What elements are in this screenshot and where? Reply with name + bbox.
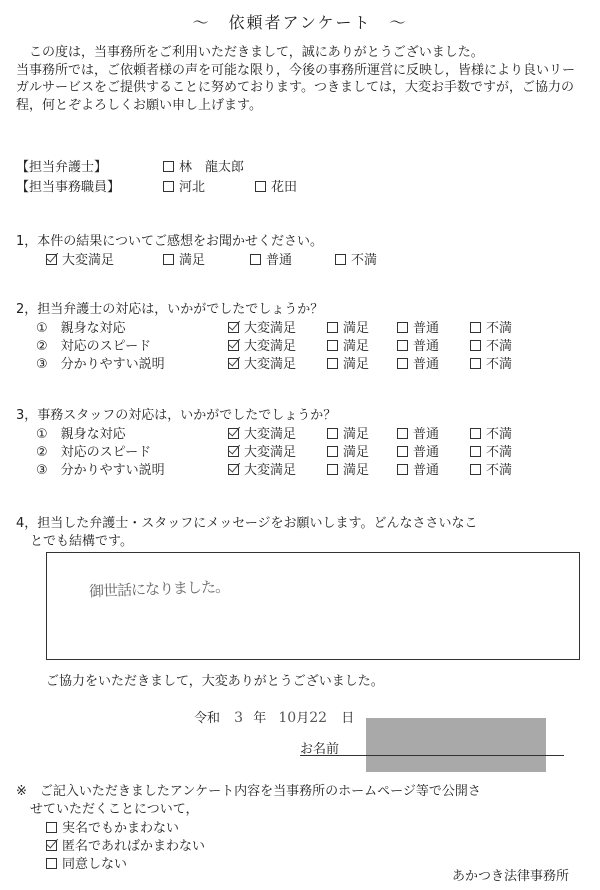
question-3: 3，事務スタッフの対応は，いかがでしたでしょうか？ [16,408,337,423]
option-label: 普通 [413,321,440,336]
option-label: 不満 [486,339,513,354]
option-label: 大変満足 [244,339,297,354]
question-4: 4，担当した弁護士・スタッフにメッセージをお願いします。どんなささいなこ [16,516,478,531]
option-label: 普通 [266,253,293,268]
option-label: 満足 [179,253,206,268]
publish-note: ※ ご記入いただきましたアンケート内容を当事務所のホームページ等で公開さ [16,784,481,799]
q1-option[interactable] [250,249,292,268]
checkbox[interactable] [327,446,338,457]
q2-option[interactable] [327,335,369,354]
q3-option[interactable] [327,441,369,460]
firm-name: あかつき法律事務所 [452,869,570,884]
checkbox[interactable] [228,322,239,333]
clerk-option-1[interactable] [163,176,205,195]
clerk-checkbox[interactable] [163,181,174,192]
checkbox[interactable] [470,428,481,439]
checkbox[interactable] [397,464,408,475]
q2-option[interactable] [397,317,439,336]
option-label: 大変満足 [62,253,115,268]
intro-paragraph-2: 当事務所では，ご依頼者様の声を可能な限り，今後の事務所運営に反映し，皆様により良いリーガルサービスをご提供することに努めております。つきましては，大変お手数ですが，ご協力の程，何とぞよろしくお願い申し上げます。 [16,62,576,113]
date-day: 22 [309,710,328,726]
q2-option[interactable] [397,353,439,372]
q2-item-label: ③ 分かりやすい説明 [36,357,165,372]
date-day-unit: 日 [341,711,355,726]
q3-option[interactable] [228,459,296,478]
publish-option[interactable] [46,853,127,872]
q2-option[interactable] [228,317,296,336]
publish-note-cont: せていただくことについて， [30,802,199,817]
option-label: 満足 [343,357,370,372]
q3-option[interactable] [397,441,439,460]
option-label: 実名でもかまわない [62,821,180,836]
q2-option[interactable] [327,353,369,372]
date-year-unit: 年 [253,711,267,726]
checkbox[interactable] [470,322,481,333]
q2-option[interactable] [397,335,439,354]
option-label: 普通 [413,357,440,372]
checkbox[interactable] [397,340,408,351]
name-redaction [366,718,546,772]
option-label: 不満 [486,427,513,442]
q3-option[interactable] [327,459,369,478]
q3-option[interactable] [397,459,439,478]
q2-item-label: ② 対応のスピード [36,339,152,354]
q3-item-label: ③ 分かりやすい説明 [36,463,165,478]
checkbox[interactable] [397,358,408,369]
option-label: 不満 [486,321,513,336]
option-label: 普通 [413,445,440,460]
name-label: お名前 [300,742,340,757]
checkbox[interactable] [46,840,57,851]
option-label: 満足 [343,463,370,478]
q3-option[interactable] [470,441,512,460]
q3-item-label: ① 親身な対応 [36,427,126,442]
checkbox[interactable] [228,428,239,439]
q1-option[interactable] [163,249,205,268]
option-label: 普通 [413,463,440,478]
option-label: 不満 [486,357,513,372]
option-label: 満足 [343,321,370,336]
checkbox[interactable] [228,446,239,457]
q3-option[interactable] [228,423,296,442]
message-text: 御世話になりました。 [88,577,230,601]
q2-option[interactable] [228,335,296,354]
clerk-name: 花田 [271,180,298,195]
clerk-checkbox[interactable] [255,181,266,192]
checkbox[interactable] [327,358,338,369]
checkbox[interactable] [397,322,408,333]
date-line [194,707,354,726]
option-label: 同意しない [62,857,128,872]
q3-option[interactable] [470,459,512,478]
publish-option[interactable] [46,835,205,854]
intro-text [16,44,586,114]
q3-option[interactable] [327,423,369,442]
date-year: 3 [234,710,244,726]
option-label: 不満 [351,253,378,268]
checkbox[interactable] [327,464,338,475]
q2-item-label: ① 親身な対応 [36,321,126,336]
checkbox[interactable] [470,446,481,457]
q2-option[interactable] [327,317,369,336]
option-label: 不満 [486,445,513,460]
date-era: 令和 [194,711,221,726]
publish-option[interactable] [46,817,179,836]
question-2: 2，担当弁護士の対応は，いかがでしたでしょうか？ [16,302,324,317]
clerk-option-2[interactable] [255,176,297,195]
date-month-unit: 月 [296,711,310,726]
checkbox[interactable] [46,254,57,265]
option-label: 大変満足 [244,427,297,442]
q1-option[interactable] [335,249,377,268]
question-1: 1，本件の結果についてご感想をお聞かせください。 [16,234,324,249]
checkbox[interactable] [250,254,261,265]
clerk-name: 河北 [179,180,206,195]
checkbox[interactable] [470,340,481,351]
q2-option[interactable] [470,353,512,372]
checkbox[interactable] [327,428,338,439]
checkbox[interactable] [327,322,338,333]
option-label: 匿名であればかまわない [62,839,206,854]
name-underline [300,755,564,756]
date-month: 10 [278,710,297,726]
checkbox[interactable] [46,822,57,833]
option-label: 大変満足 [244,445,297,460]
checkbox[interactable] [470,464,481,475]
checkbox[interactable] [327,340,338,351]
q3-option[interactable] [470,423,512,442]
option-label: 普通 [413,427,440,442]
q1-option[interactable] [46,249,114,268]
checkbox[interactable] [163,254,174,265]
message-box[interactable] [46,552,580,660]
lawyer-name: 林 龍太郎 [179,160,245,175]
lawyer-label: 【担当弁護士】 [16,160,108,175]
lawyer-checkbox[interactable] [163,161,174,172]
checkbox[interactable] [470,358,481,369]
option-label: 大変満足 [244,463,297,478]
option-label: 大変満足 [244,357,297,372]
checkbox[interactable] [228,358,239,369]
option-label: 満足 [343,427,370,442]
option-label: 不満 [486,463,513,478]
q3-option[interactable] [228,441,296,460]
clerk-label: 【担当事務職員】 [16,180,121,195]
option-label: 普通 [413,339,440,354]
checkbox[interactable] [397,446,408,457]
checkbox[interactable] [46,858,57,869]
checkbox[interactable] [397,428,408,439]
q2-option[interactable] [228,353,296,372]
checkbox[interactable] [228,464,239,475]
q3-option[interactable] [397,423,439,442]
question-4-cont: とでも結構です。 [30,534,133,549]
intro-paragraph-1: この度は，当事務所をご利用いただきまして，誠にありがとうございました。 [29,45,484,60]
option-label: 満足 [343,339,370,354]
q2-option[interactable] [470,317,512,336]
thanks-text: ご協力をいただきまして，大変ありがとうございました。 [46,674,384,689]
option-label: 満足 [343,445,370,460]
lawyer-option[interactable] [163,156,244,175]
q3-item-label: ② 対応のスピード [36,445,152,460]
checkbox[interactable] [335,254,346,265]
survey-title: ～ 依頼者アンケート ～ [192,13,408,32]
q2-option[interactable] [470,335,512,354]
checkbox[interactable] [228,340,239,351]
option-label: 大変満足 [244,321,297,336]
